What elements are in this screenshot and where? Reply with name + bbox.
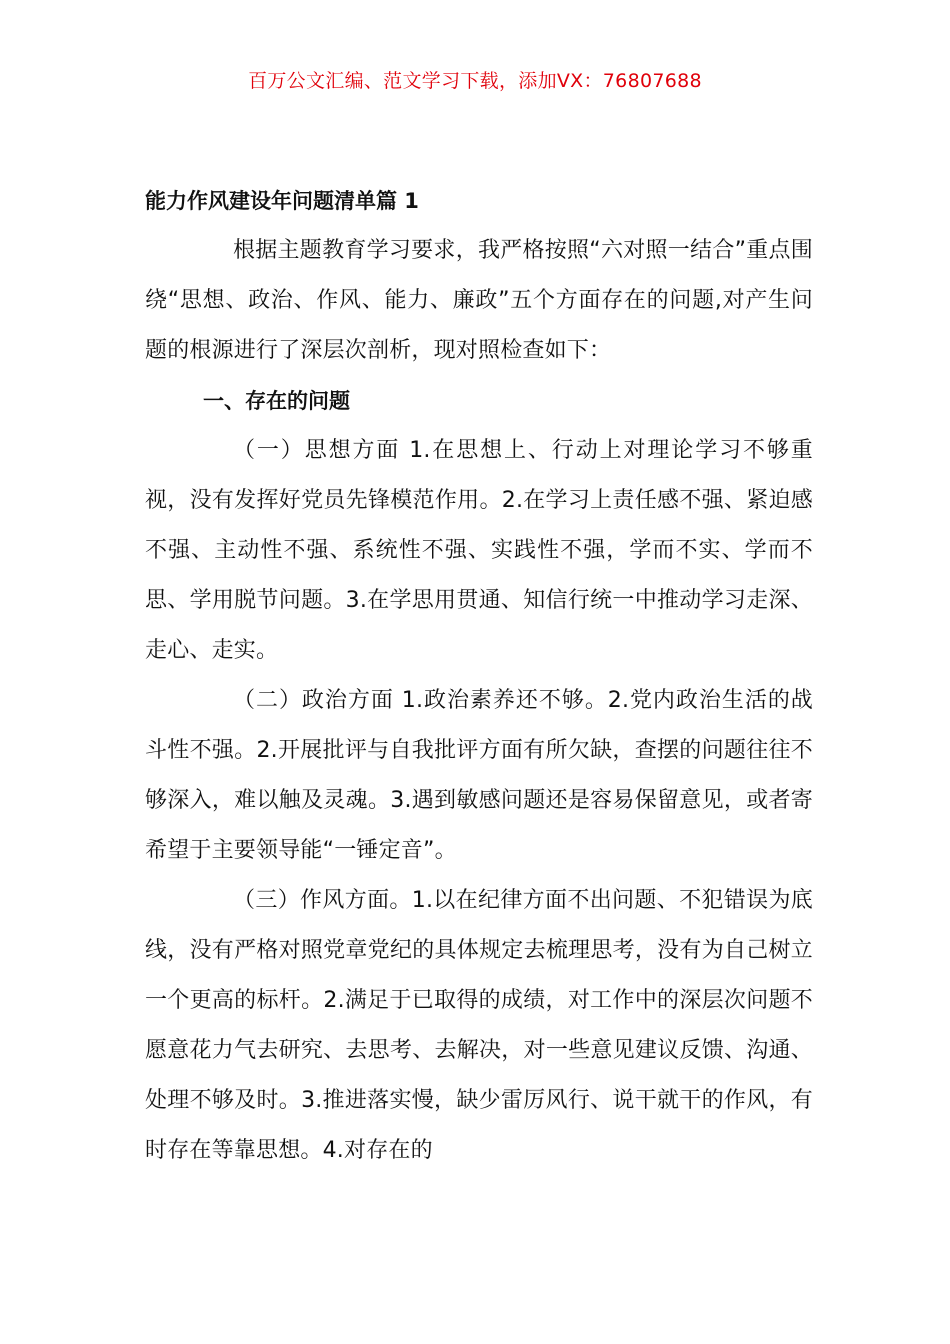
paragraph-style: （三）作风方面。1.以在纪律方面不出问题、不犯错误为底线，没有严格对照党章党纪的具体规定去梳理思考，没有为自己树立一个更高的标杆。2.满足于已取得的成绩，对工作中的深层次问题不愿意花力气去研究、去思考、去解决，对一些意见建议反馈、沟通、处理不够及时。3.推进落实慢，缺少雷厉风行、说干就干的作风，有时存在等靠思想。4.对存在的 xyxy=(145,888,813,1163)
watermark-banner: 百万公文汇编、范文学习下载，添加VX：76807688 xyxy=(248,70,702,92)
paragraph-thought: （一）思想方面 1.在思想上、行动上对理论学习不够重视，没有发挥好党员先锋模范作用。2.在学习上责任感不强、紧迫感不强、主动性不强、系统性不强、实践性不强，学而不实、学而不思、学用脱节问题。3.在学思用贯通、知信行统一中推动学习走深、走心、走实。 xyxy=(145,438,813,663)
intro-paragraph: 根据主题教育学习要求，我严格按照“六对照一结合”重点围绕“思想、政治、作风、能力、廉政”五个方面存在的问题,对产生问题的根源进行了深层次剖析，现对照检查如下： xyxy=(145,238,813,363)
paragraph-politics: （二）政治方面 1.政治素养还不够。2.党内政治生活的战斗性不强。2.开展批评与自我批评方面有所欠缺，查摆的问题往往不够深入，难以触及灵魂。3.遇到敏感问题还是容易保留意见，或者寄希望于主要领导能“一锤定音”。 xyxy=(145,688,813,863)
document-title: 能力作风建设年问题清单篇 1 xyxy=(145,189,419,213)
document-body xyxy=(145,182,813,1176)
section-heading: 一、存在的问题 xyxy=(203,389,350,413)
